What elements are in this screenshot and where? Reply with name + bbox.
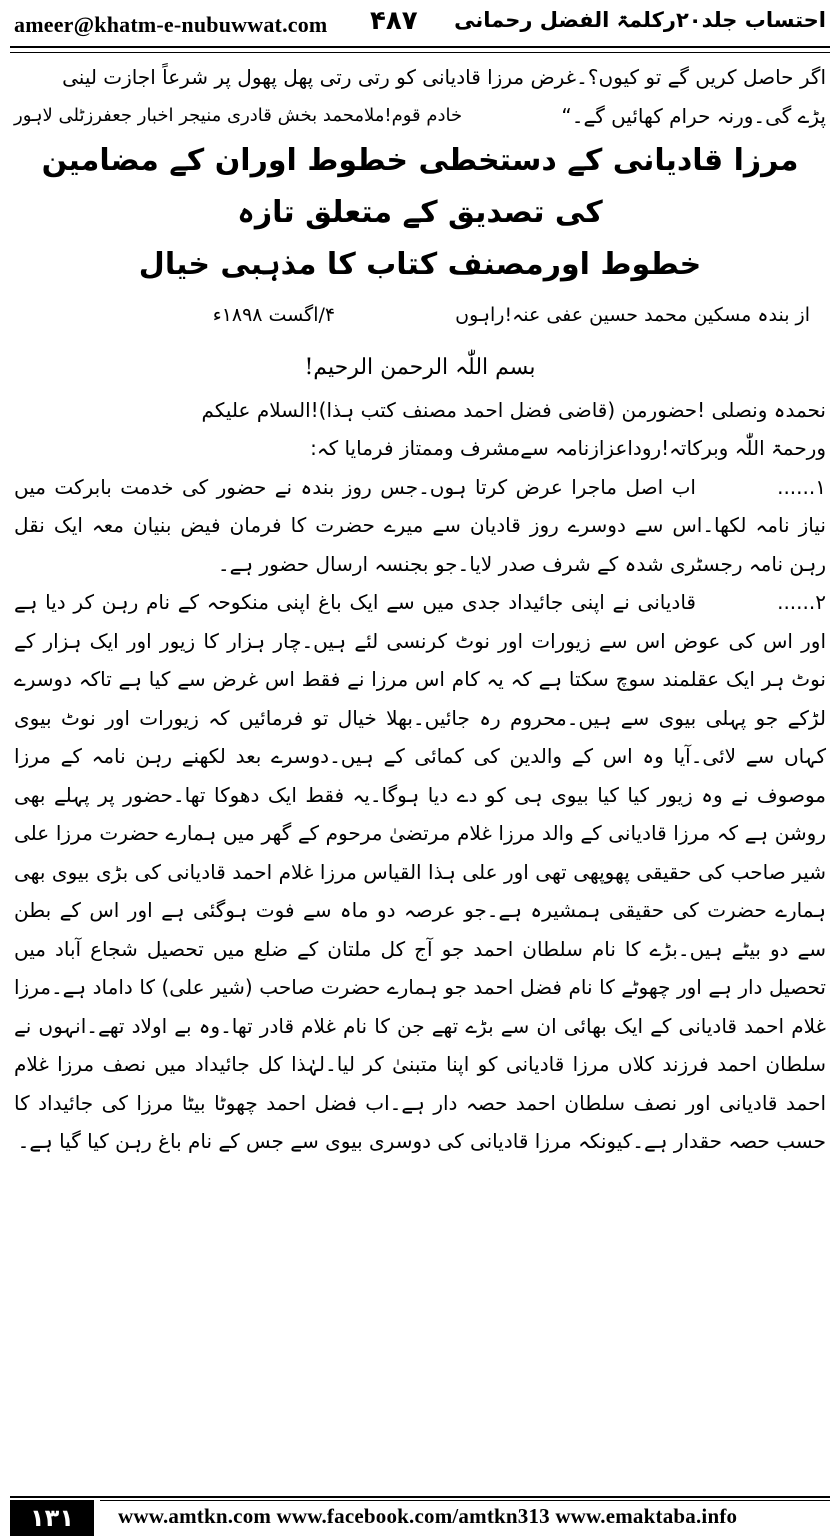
book-title: احتساب جلد۲۰رکلمۃ الفضل رحمانی [454,8,826,32]
page-body [14,58,826,1161]
point-2-text: قادیانی نے اپنی جائیداد جدی میں سے ایک باغ اپنی منکوحہ کے نام رہن کر دیا ہے اور اس کی عوض اس سے زیورات اور نوٹ کرنسی لئے ہیں۔چار ہزار کا زیور اور ایک ہزار کے نوٹ ہر ایک عقلمند سوچ سکتا ہے کہ یہ کام اس مرزا نے فقط اس غرض سے کیا ہے تاکہ دوسرے لڑکے جو پہلی بیوی سے ہیں۔محروم رہ جائیں۔بھلا خیال تو فرمائیں کہ زیورات اور نوٹ بیوی کہاں سے لائی۔آیا وہ اس کے والدین کی کمائی کے ہیں۔دوسرے بعد لکھنے رہن نامہ کے مرزا موصوف نے وہ زیور کیا کیا بیوی ہی کو دے دیا ہوگا۔یہ فقط ایک دھوکا تھا۔حضور پر پہلے بھی روشن ہے کہ مرزا قادیانی کے والد مرزا غلام مرتضیٰ مرحوم کے گھر میں ہمارے حضرت مرزا علی شیر صاحب کی حقیقی پھوپھی تھی اور علی ہذا القیاس مرزا غلام احمد قادیانی کی بڑی بیوی بھی ہمارے حضرت کی حقیقی ہمشیرہ ہے۔جو عرصہ دو ماہ سے فوت ہوگئی ہے اور اس کے بطن سے دو بیٹے ہیں۔بڑے کا نام سلطان احمد جو آج کل ملتان کے ضلع میں تحصیل شجاع آباد میں تحصیل دار ہے اور چھوٹے کا نام فضل احمد جو ہمارے حضرت صاحب (شیر علی) کا داماد ہے۔مرزا غلام احمد قادیانی کے ایک بھائی ان سے بڑے تھے جن کا نام غلام قادر تھا۔وہ بے اولاد تھے۔انہوں نے سلطان احمد فرزند کلاں مرزا قادیانی کو اپنا متبنیٰ کر لیا۔لہٰذا کل جائیداد میں نصف مرزا غلام احمد قادیانی اور نصف سلطان احمد حصہ دار ہے۔اب فضل احمد چھوٹا بیٹا مرزا کی جائیداد کا حسب حصہ حقدار ہے۔کیونکہ مرزا قادیانی کی دوسری بیوی سے جس کے نام باغ رہن کیا گیا ہے۔ [14,590,826,1153]
intro-line: اگر حاصل کریں گے تو کیوں؟۔غرض مرزا قادیانی کو رتی رتی پھل پھول پر شرعاً اجازت لینی [62,65,826,89]
signer: خادم قوم!ملامحمد بخش قادری منیجر اخبار جعفرزٹلی لاہور [14,104,463,126]
point-1-text: اب اصل ماجرا عرض کرتا ہوں۔جس روز بندہ نے حضور کی خدمت بابرکت میں نیاز نامہ لکھا۔اس سے دوسرے روز قادیان سے میرے حضرت کا فرمان فیض بنیان معہ ایک نقل رہن نامہ رجسٹری شدہ کے شرف صدر لایا۔جو بجنسہ ارسال حضور ہے۔ [14,474,826,576]
point-2-marker: ۲...... [777,590,826,614]
header-rule-thin [10,52,830,53]
section-heading-cont: خطوط اورمصنف کتاب کا مذہبی خیال [138,246,702,282]
intro-line-end: پڑے گی۔ورنہ حرام کھائیں گے۔“ [561,103,826,128]
header-rule [10,46,830,48]
header-email: ameer@khatm-e-nubuwwat.com [14,12,328,37]
page-header [0,0,840,44]
footer-rule-thin [100,1500,830,1501]
section-heading: مرزا قادیانی کے دستخطی خطوط اوران کے مضامین کی تصدیق کے متعلق تازہ [41,142,799,230]
byline [14,295,826,335]
intro-closing-line [14,97,826,135]
paragraph-1 [14,468,826,584]
footer-rule [10,1496,830,1498]
bismillah: بسم اللّٰہ الرحمن الرحیم! [304,354,536,380]
byline-author: از بندہ مسکین محمد حسین عفی عنہ!راہوں [455,303,810,326]
byline-date: ۴/اگست ۱۸۹۸ء [212,303,336,326]
paragraph-2 [14,583,826,1161]
point-1-marker: ۱...... [777,474,826,499]
folio-number: ۱۳۱ [10,1500,94,1536]
page-number: ۴۸۷ [370,6,418,36]
salutation-cont: ورحمۃ اللّٰہ وبرکاتہ!روداعزازنامہ سےمشرف وممتاز فرمایا کہ: [310,436,826,460]
salutation: نحمدہ ونصلی !حضورمن (قاضی فضل احمد مصنف کتب ہذا)!السلام علیکم [201,397,826,422]
footer-links[interactable]: www.amtkn.com www.facebook.com/amtkn313 www.emaktaba.info [118,1504,738,1528]
